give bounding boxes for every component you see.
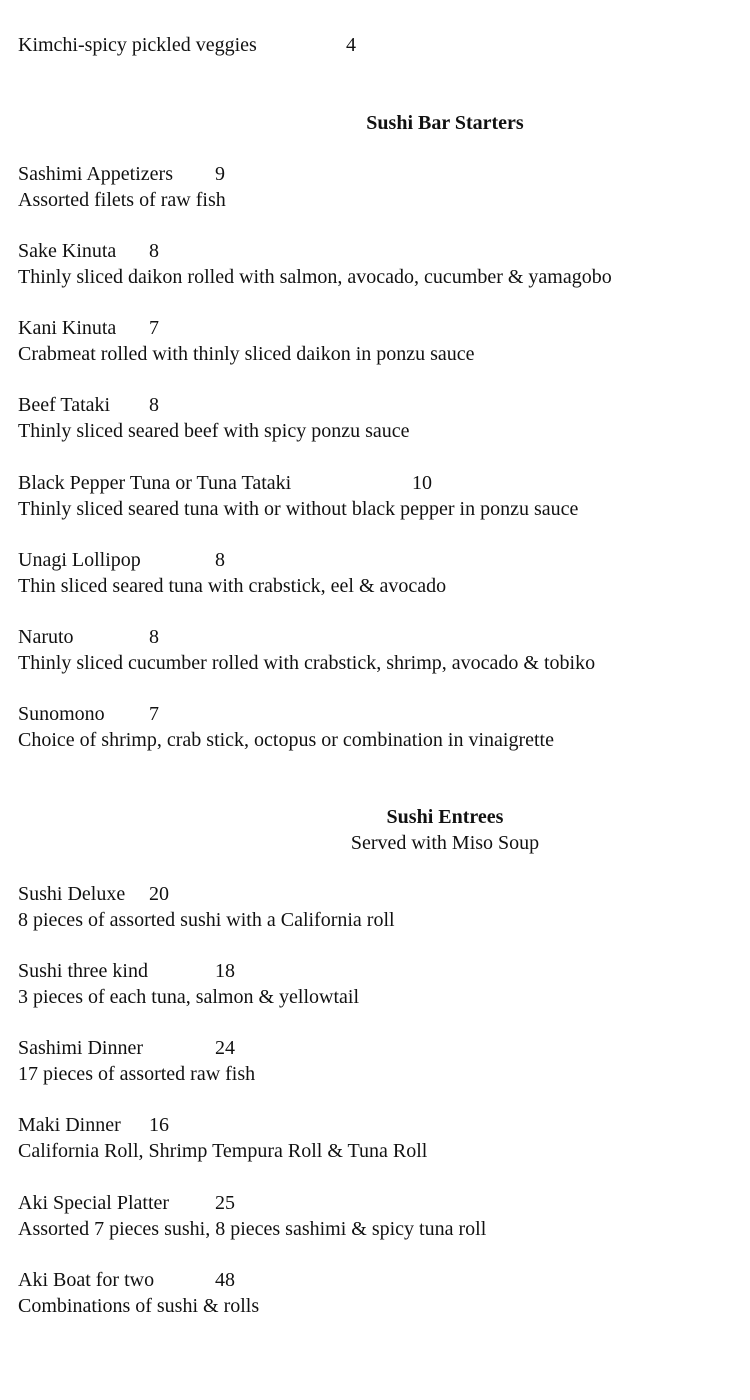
item-name: Maki Dinner (18, 1114, 121, 1136)
item-price: 8 (149, 626, 159, 648)
item-price: 4 (346, 34, 356, 56)
item-name: Sushi Deluxe (18, 883, 126, 905)
item-price: 7 (149, 317, 159, 339)
item-price: 18 (215, 960, 235, 982)
menu-item-sushi-three-kind (18, 958, 235, 984)
item-description: 3 pieces of each tuna, salmon & yellowtail (18, 986, 360, 1008)
item-name: Kani Kinuta (18, 317, 117, 339)
section-title-starters: Sushi Bar Starters (366, 112, 524, 134)
item-description: California Roll, Shrimp Tempura Roll & Tuna Roll (18, 1140, 428, 1162)
menu-item-sake-kinuta (18, 238, 159, 264)
item-price: 9 (215, 163, 225, 185)
section-subtitle-entrees: Served with Miso Soup (350, 832, 540, 854)
menu-item-sashimi-appetizers (18, 161, 225, 187)
item-price: 20 (149, 883, 169, 905)
item-name: Sashimi Dinner (18, 1037, 143, 1059)
item-price: 8 (149, 394, 159, 416)
item-description: Thinly sliced cucumber rolled with crabstick, shrimp, avocado & tobiko (18, 652, 596, 674)
menu-item-sashimi-dinner (18, 1035, 235, 1061)
menu-item-naruto (18, 624, 159, 650)
item-price: 7 (149, 703, 159, 725)
item-price: 24 (215, 1037, 235, 1059)
item-description: Crabmeat rolled with thinly sliced daikon in ponzu sauce (18, 343, 475, 365)
item-name: Sushi three kind (18, 960, 148, 982)
item-description: Choice of shrimp, crab stick, octopus or combination in vinaigrette (18, 729, 554, 751)
menu-item-beef-tataki (18, 392, 159, 418)
item-price: 25 (215, 1192, 235, 1214)
menu-item-aki-special-platter (18, 1190, 235, 1216)
item-name: Sunomono (18, 703, 105, 725)
item-name: Aki Boat for two (18, 1269, 155, 1291)
menu-item-unagi-lollipop (18, 547, 225, 573)
item-name: Kimchi-spicy pickled veggies (18, 34, 257, 56)
item-description: Thinly sliced seared tuna with or without black pepper in ponzu sauce (18, 498, 579, 520)
item-description: 8 pieces of assorted sushi with a California roll (18, 909, 395, 931)
item-description: Thin sliced seared tuna with crabstick, eel & avocado (18, 575, 447, 597)
item-price: 48 (215, 1269, 235, 1291)
item-name: Beef Tataki (18, 394, 111, 416)
item-description: Thinly sliced daikon rolled with salmon, avocado, cucumber & yamagobo (18, 266, 612, 288)
menu-item-kimchi (18, 32, 356, 58)
menu-item-black-pepper-tuna (18, 470, 432, 496)
section-title-entrees: Sushi Entrees (386, 806, 504, 828)
menu-item-kani-kinuta (18, 315, 159, 341)
item-description: Thinly sliced seared beef with spicy ponzu sauce (18, 420, 410, 442)
item-price: 8 (215, 549, 225, 571)
item-name: Aki Special Platter (18, 1192, 170, 1214)
item-price: 16 (149, 1114, 169, 1136)
item-description: Assorted 7 pieces sushi, 8 pieces sashimi & spicy tuna roll (18, 1218, 487, 1240)
item-name: Sashimi Appetizers (18, 163, 173, 185)
item-description: 17 pieces of assorted raw fish (18, 1063, 256, 1085)
item-price: 8 (149, 240, 159, 262)
item-description: Assorted filets of raw fish (18, 189, 226, 211)
item-name: Naruto (18, 626, 74, 648)
menu-item-maki-dinner (18, 1112, 169, 1138)
item-description: Combinations of sushi & rolls (18, 1295, 260, 1317)
item-name: Sake Kinuta (18, 240, 117, 262)
menu-item-aki-boat-for-two (18, 1267, 235, 1293)
item-name: Unagi Lollipop (18, 549, 141, 571)
menu-item-sushi-deluxe (18, 881, 169, 907)
item-name: Black Pepper Tuna or Tuna Tataki (18, 472, 292, 494)
item-price: 10 (412, 472, 432, 494)
menu-item-sunomono (18, 701, 159, 727)
